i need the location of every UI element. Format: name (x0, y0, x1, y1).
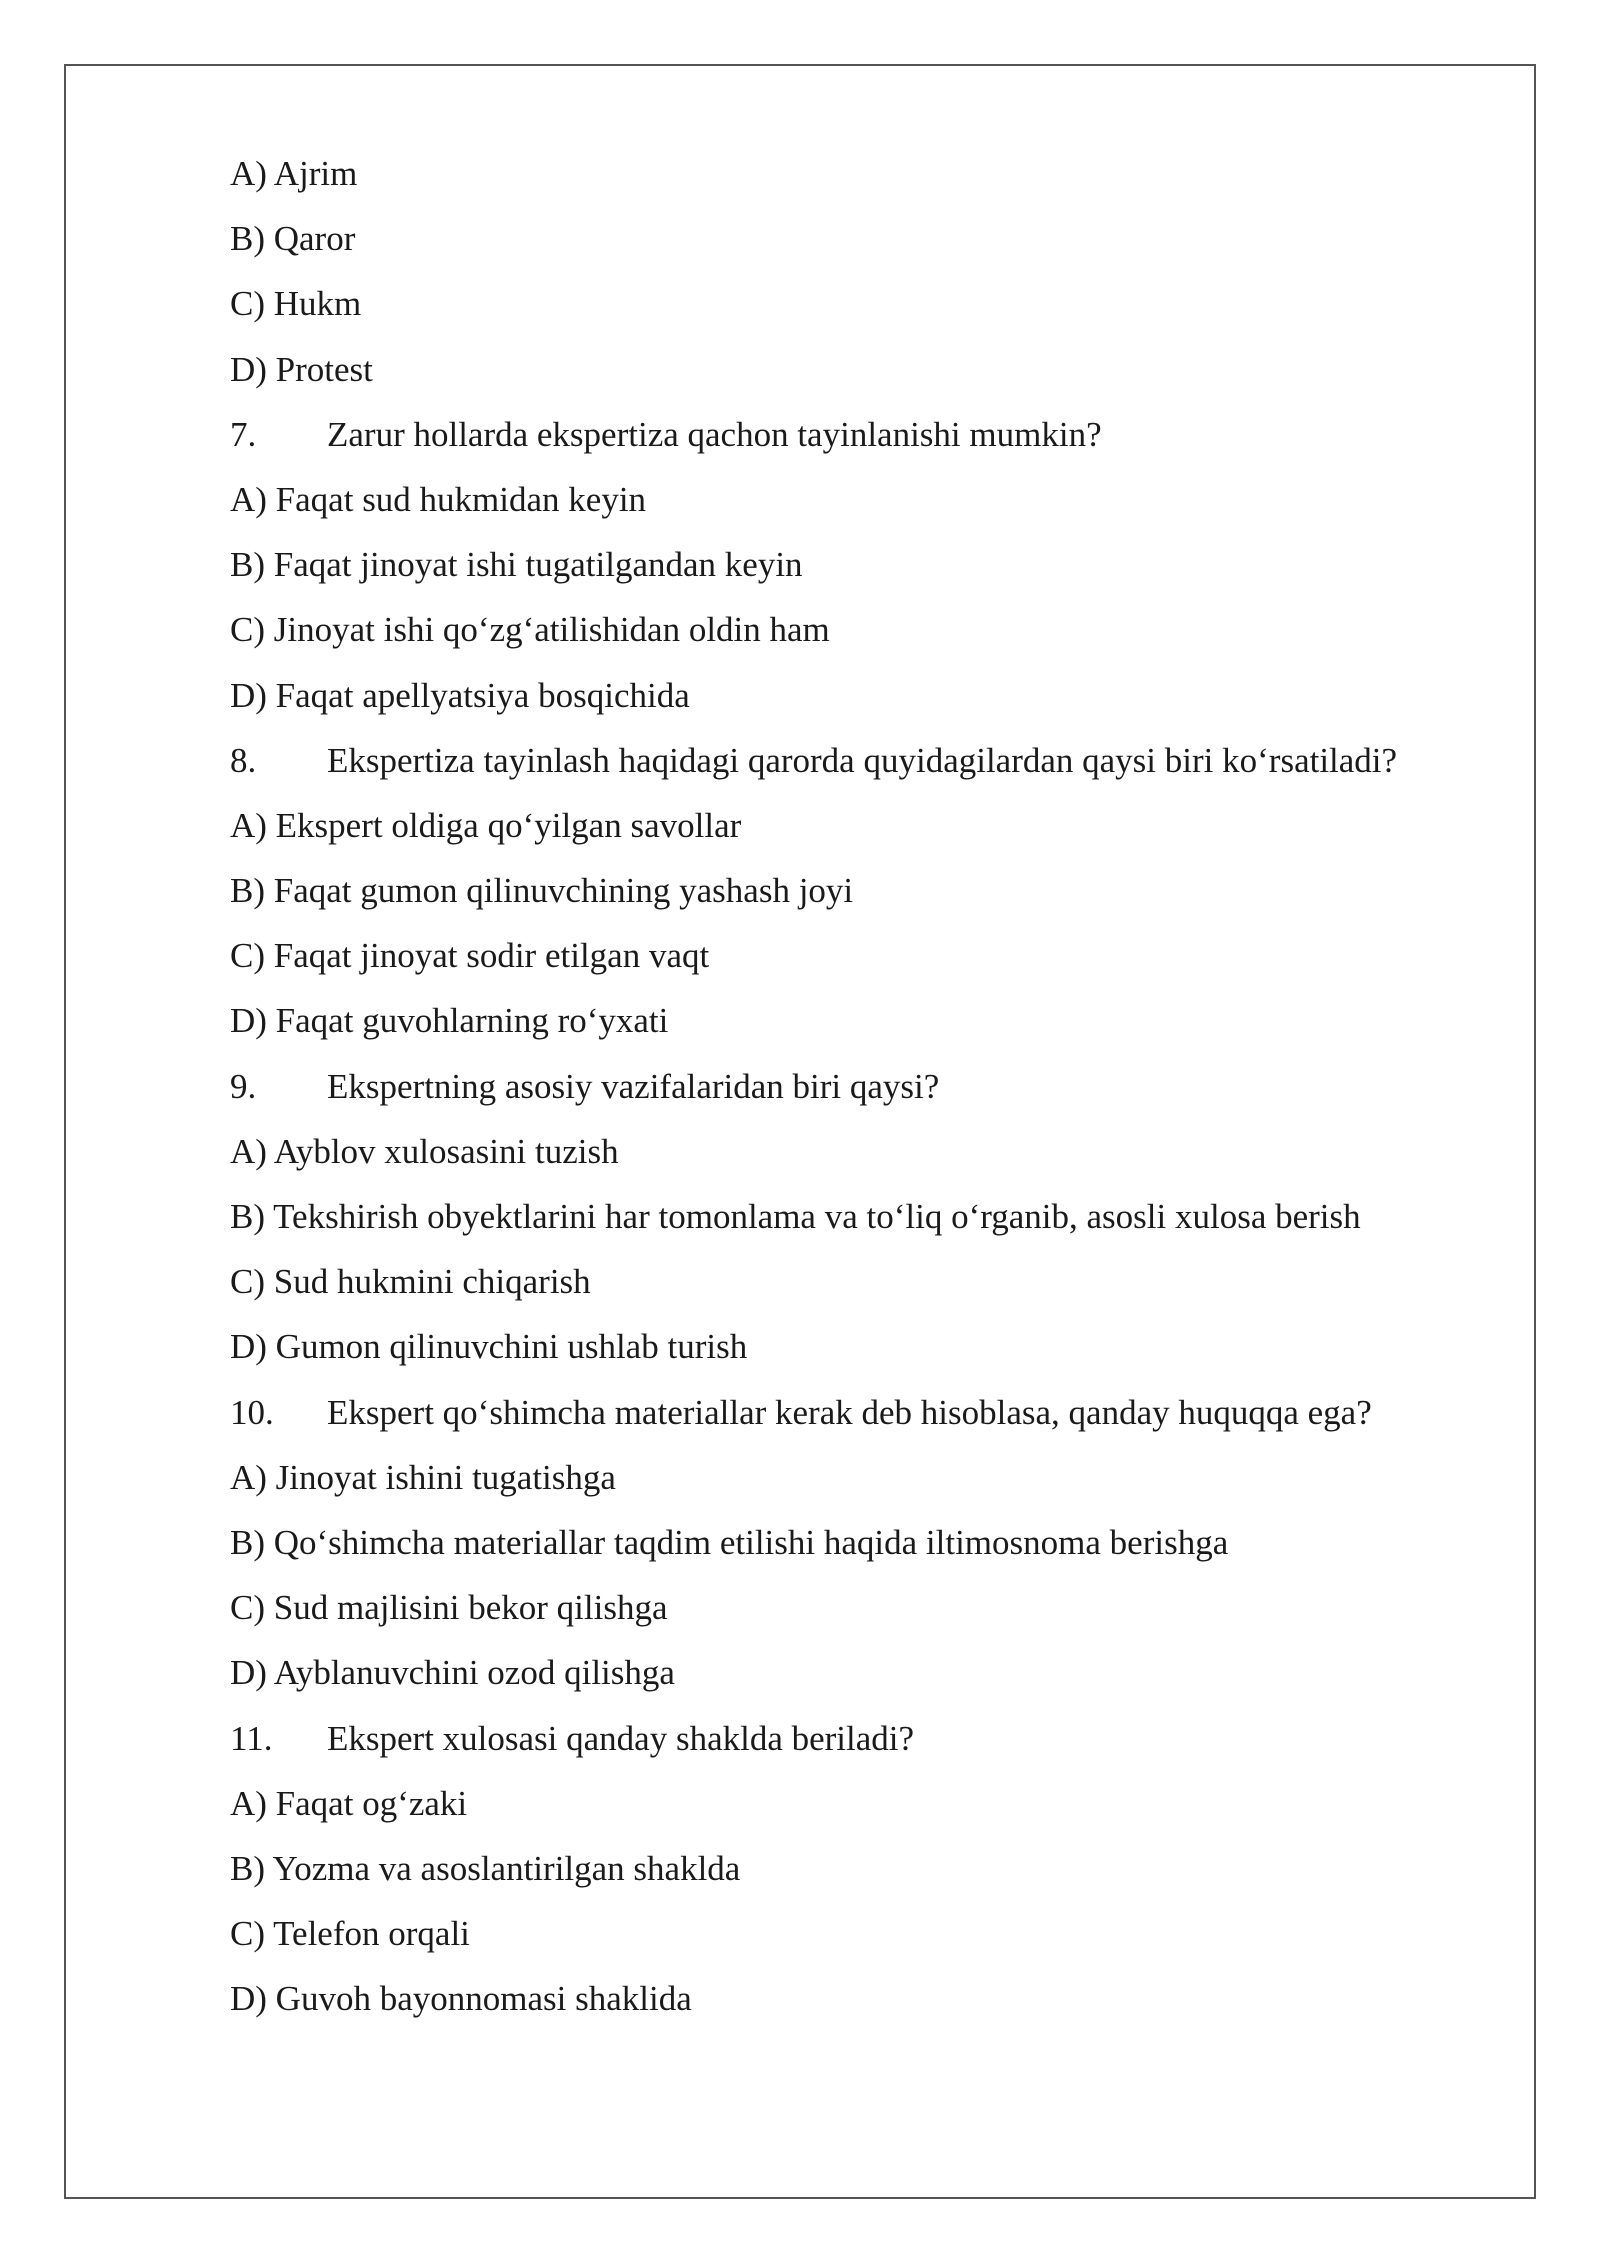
answer-option: A) Faqat sud hukmidan keyin (230, 479, 647, 519)
answer-option: C) Sud majlisini bekor qilishga (230, 1588, 668, 1628)
answer-option: B) Qo‘shimcha materiallar taqdim etilishi haqida iltimosnoma berishga (230, 1522, 1229, 1562)
answer-option: D) Ayblanuvchini ozod qilishga (230, 1653, 675, 1693)
answer-option: C) Faqat jinoyat sodir etilgan vaqt (230, 936, 710, 976)
question-text: Ekspert qo‘shimcha materiallar kerak deb hisoblasa, qanday huquqqa ega? (327, 1392, 1372, 1432)
question-8 (230, 737, 1520, 802)
answer-option: B) Faqat gumon qilinuvchining yashash joyi (230, 871, 854, 911)
question-list (230, 150, 1520, 2040)
answer-option: A) Ekspert oldiga qo‘yilgan savollar (230, 805, 742, 845)
question-number: 7. (230, 414, 257, 454)
answer-option: D) Protest (230, 349, 373, 389)
question-number: 8. (230, 740, 257, 780)
question-text: Ekspertning asosiy vazifalaridan biri qaysi? (327, 1066, 940, 1106)
answer-option: C) Hukm (230, 284, 362, 324)
answer-option: A) Faqat og‘zaki (230, 1783, 468, 1823)
answer-option: B) Qaror (230, 219, 356, 259)
answer-option: A) Ayblov xulosasini tuzish (230, 1131, 619, 1171)
answer-option: B) Yozma va asoslantirilgan shaklda (230, 1848, 741, 1888)
question-7 (230, 411, 1520, 476)
answer-option: C) Sud hukmini chiqarish (230, 1262, 591, 1302)
answer-option: D) Faqat guvohlarning ro‘yxati (230, 1001, 669, 1041)
question-9 (230, 1063, 1520, 1128)
question-text: Ekspertiza tayinlash haqidagi qarorda quyidagilardan qaysi biri ko‘rsatiladi? (327, 740, 1398, 780)
question-11 (230, 1715, 1520, 1780)
answer-option: A) Ajrim (230, 154, 358, 193)
question-10 (230, 1389, 1520, 1454)
question-number: 10. (230, 1392, 274, 1432)
answer-option: B) Tekshirish obyektlarini har tomonlama va to‘liq o‘rganib, asosli xulosa berish (230, 1197, 1361, 1236)
question-number: 11. (230, 1718, 273, 1758)
answer-option: B) Faqat jinoyat ishi tugatilgandan keyin (230, 545, 803, 585)
answer-option: A) Jinoyat ishini tugatishga (230, 1457, 616, 1497)
question-text: Ekspert xulosasi qanday shaklda beriladi? (327, 1718, 915, 1758)
answer-option: D) Faqat apellyatsiya bosqichida (230, 675, 690, 715)
answer-option: C) Telefon orqali (230, 1914, 470, 1954)
answer-option: C) Jinoyat ishi qo‘zg‘atilishidan oldin ham (230, 610, 830, 650)
answer-option: D) Gumon qilinuvchini ushlab turish (230, 1327, 748, 1367)
question-number: 9. (230, 1066, 257, 1106)
question-text: Zarur hollarda ekspertiza qachon tayinlanishi mumkin? (327, 414, 1102, 454)
answer-option: D) Guvoh bayonnomasi shaklida (230, 1979, 692, 2019)
